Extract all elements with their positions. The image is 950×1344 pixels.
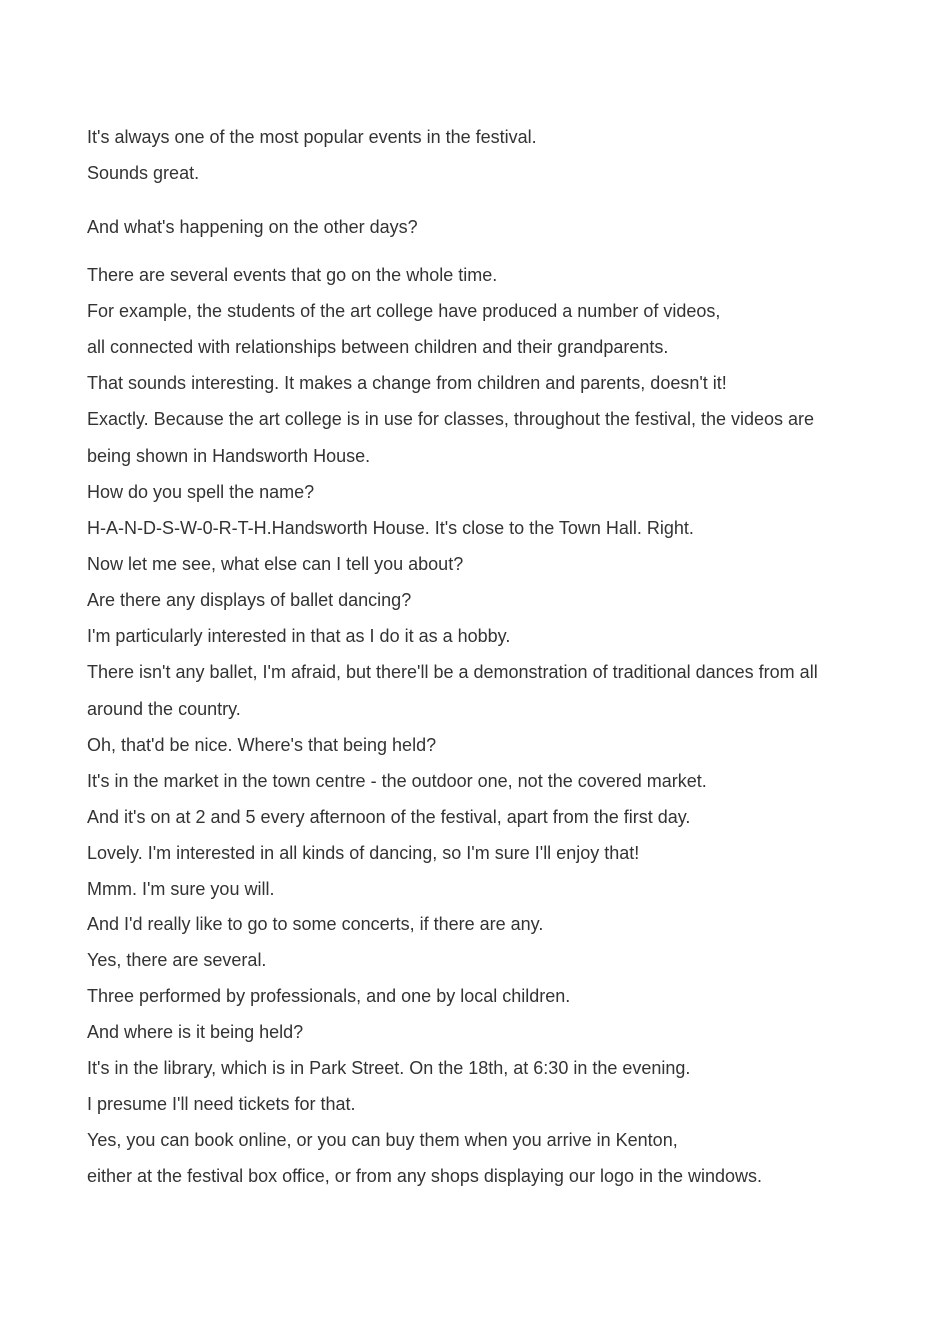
text-line: For example, the students of the art college have produced a number of videos,	[87, 301, 721, 321]
text-line: Are there any displays of ballet dancing?	[87, 590, 412, 610]
text-line: Oh, that'd be nice. Where's that being held?	[87, 735, 437, 755]
text-line: all connected with relationships between children and their grandparents.	[87, 337, 669, 357]
text-line: And I'd really like to go to some concerts, if there are any.	[87, 914, 544, 934]
text-line: Three performed by professionals, and one by local children.	[87, 986, 571, 1006]
text-line: It's in the market in the town centre - the outdoor one, not the covered market.	[87, 771, 707, 791]
text-line: There isn't any ballet, I'm afraid, but there'll be a demonstration of traditional dances from all	[87, 662, 818, 682]
text-line: Yes, there are several.	[87, 950, 267, 970]
text-line: around the country.	[87, 699, 241, 719]
text-line: Now let me see, what else can I tell you about?	[87, 554, 464, 574]
text-line: H-A-N-D-S-W-0-R-T-H.Handsworth House. It's close to the Town Hall. Right.	[87, 518, 694, 538]
text-line: Lovely. I'm interested in all kinds of dancing, so I'm sure I'll enjoy that!	[87, 843, 640, 863]
text-line: And what's happening on the other days?	[87, 217, 418, 237]
text-line: Yes, you can book online, or you can buy them when you arrive in Kenton,	[87, 1130, 678, 1150]
text-line: I presume I'll need tickets for that.	[87, 1094, 356, 1114]
text-line: And where is it being held?	[87, 1022, 304, 1042]
text-line: Exactly. Because the art college is in use for classes, throughout the festival, the videos are	[87, 409, 815, 429]
text-line: It's always one of the most popular events in the festival.	[87, 127, 537, 147]
text-line: That sounds interesting. It makes a change from children and parents, doesn't it!	[87, 373, 727, 393]
text-line: It's in the library, which is in Park Street. On the 18th, at 6:30 in the evening.	[87, 1058, 691, 1078]
text-line: I'm particularly interested in that as I do it as a hobby.	[87, 626, 511, 646]
text-line: being shown in Handsworth House.	[87, 446, 371, 466]
text-line: And it's on at 2 and 5 every afternoon of the festival, apart from the first day.	[87, 807, 691, 827]
text-line: There are several events that go on the whole time.	[87, 265, 498, 285]
text-line: either at the festival box office, or from any shops displaying our logo in the windows.	[87, 1166, 763, 1186]
text-line: Mmm. I'm sure you will.	[87, 879, 275, 899]
text-line: How do you spell the name?	[87, 482, 315, 502]
text-line: Sounds great.	[87, 163, 200, 183]
